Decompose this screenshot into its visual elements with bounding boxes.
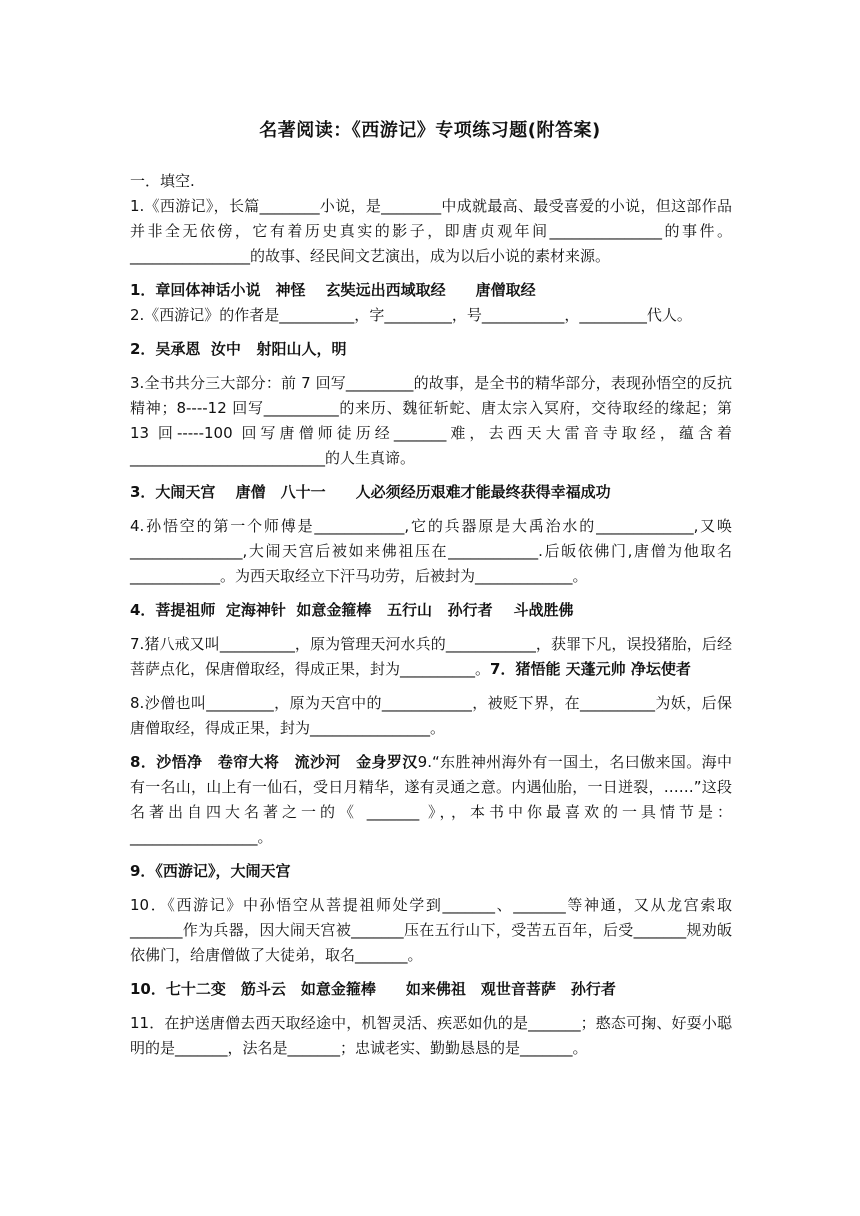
answer-7: 7．猪悟能 天蓬元帅 净坛使者	[490, 660, 691, 678]
question-11: 11．在护送唐僧去西天取经途中，机智灵活、疾恶如仇的是_______；憨态可掬、好耍小聪明的是_______，法名是_______；忠诚老实、勤勤恳恳的是_______。	[130, 1014, 732, 1057]
answer-2: 2．吴承恩 汝中 射阳山人，明	[130, 340, 347, 358]
answer-10: 10．七十二变 筋斗云 如意金箍棒 如来佛祖 观世音菩萨 孙行者	[130, 980, 616, 998]
document-body	[130, 169, 732, 1061]
question-10: 10．《西游记》中孙悟空从菩提祖师处学到_______、_______等神通，又从龙宫索取_______作为兵器，因大闹天宫被_______压在五行山下，受苦五百年，后受_______规劝皈依佛门，给唐僧做了大徒弟，取名_______。	[130, 896, 732, 964]
question-4: 4.孙悟空的第一个师傅是____________,它的兵器原是大禹治水的_____________,又唤_______________,大闹天宫后被如来佛祖压在____________.后皈依佛门,唐僧为他取名____________。为西天取经立下汗马功劳，后被封为_____________。	[130, 517, 732, 585]
answer-8: 8．沙悟净 卷帘大将 流沙河 金身罗汉	[130, 753, 418, 771]
document-title: 名著阅读：《西游记》专项练习题(附答案)	[259, 120, 601, 141]
question-3: 3.全书共分三大部分：前 7 回写_________的故事，是全书的精华部分，表现孙悟空的反抗精神；8----12 回写__________的来历、魏征斩蛇、唐太宗入冥府，交待取经的缘起；第 13 回-----100 回写唐僧师徒历经_______难，去西天大雷音寺取经，蕴含着 __________________________的人生真谛。	[130, 374, 732, 467]
answer-4: 4．菩提祖师 定海神针 如意金箍棒 五行山 孙行者 斗战胜佛	[130, 601, 574, 619]
question-8: 8.沙僧也叫_________，原为天宫中的____________，被贬下界，在__________为妖，后保唐僧取经，得成正果，封为________________。	[130, 694, 732, 737]
answer-1: 1．章回体神话小说 神怪 玄奘远出西域取经 唐僧取经	[130, 281, 536, 299]
question-9	[130, 750, 732, 850]
question-2: 2.《西游记》的作者是__________，字_________，号___________，_________代人。	[130, 306, 692, 324]
question-1: 1.《西游记》，长篇________小说，是________中成就最高、最受喜爱的小说，但这部作品并非全无依傍，它有着历史真实的影子，即唐贞观年间_______________的事件。________________的故事、经民间文艺演出，成为以后小说的素材来源。	[130, 197, 732, 265]
answer-3: 3．大闹天宫 唐僧 八十一 人必须经历艰难才能最终获得幸福成功	[130, 483, 611, 501]
answer-9: 9．《西游记》，大闹天宫	[130, 862, 291, 880]
question-9-text: 9.“东胜神州海外有一国土，名曰傲来国。海中有一名山，山上有一仙石，受日月精华，遂有灵通之意。内遇仙胎，一日迸裂，……”这段名著出自四大名著之一的《 _______ 》，，本书中你最喜欢的一具情节是：_________________。	[130, 753, 732, 846]
question-7-text: 7.猪八戒又叫__________，原为管理天河水兵的____________，获罪下凡，误投猪胎，后经菩萨点化，保唐僧取经，得成正果，封为__________。	[130, 635, 732, 678]
question-7	[130, 632, 732, 682]
section-heading: 一．填空.	[130, 172, 195, 190]
